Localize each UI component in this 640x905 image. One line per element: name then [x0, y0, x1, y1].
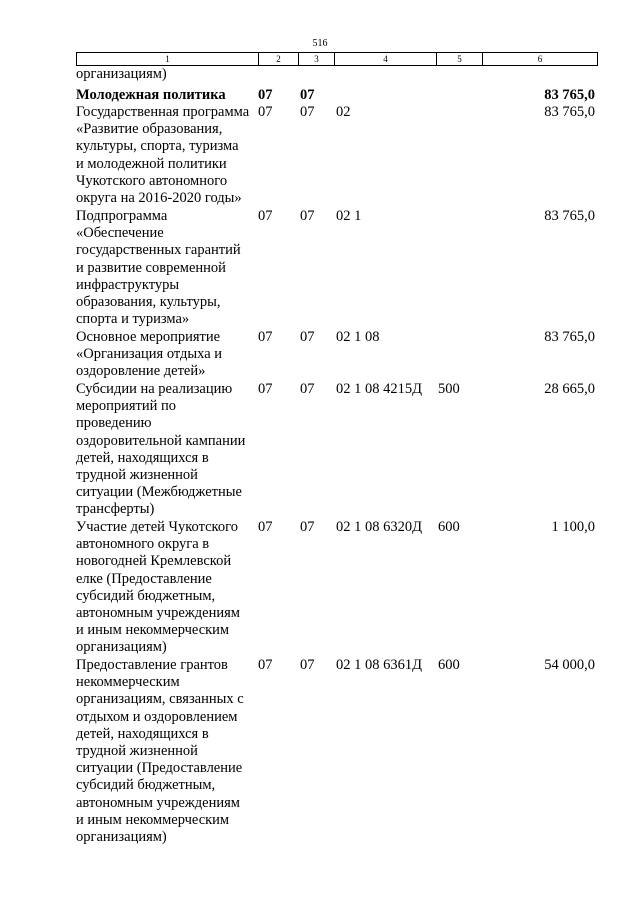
row-name: Подпрограмма «Обеспечение государственных гарантий и развитие современной инфраструктуры образования, культуры, спорта и туризма» — [76, 208, 241, 328]
section-code: 07 — [258, 87, 273, 103]
row-name: организациям) — [76, 66, 167, 82]
row-name: Государственная программа «Развитие образования, культуры, спорта, туризма и молодежной политики Чукотского автономного округа на 2016-2020 годы» — [76, 104, 250, 207]
amount: 1 100,0 — [551, 519, 595, 535]
expense-type-code: 600 — [438, 519, 460, 535]
section-code: 07 — [258, 519, 273, 535]
column-header-5: 5 — [437, 53, 483, 66]
row-name: Основное мероприятие «Организация отдыха и оздоровление детей» — [76, 329, 223, 380]
subsection-code: 07 — [300, 208, 315, 224]
column-header-table — [76, 52, 598, 66]
subsection-code: 07 — [300, 104, 315, 120]
column-header-6: 6 — [483, 53, 598, 66]
row-name: Субсидии на реализацию мероприятий по проведению оздоровительной кампании детей, находящихся в трудной жизненной ситуации (Межбюджетные трансферты) — [76, 381, 246, 518]
column-header-3: 3 — [299, 53, 335, 66]
target-article-code: 02 1 08 6361Д — [336, 657, 423, 673]
amount: 83 765,0 — [544, 208, 595, 224]
amount: 83 765,0 — [544, 87, 595, 103]
section-code: 07 — [258, 104, 273, 120]
column-header-1: 1 — [77, 53, 259, 66]
subsection-code: 07 — [300, 381, 315, 397]
target-article-code: 02 1 08 — [336, 329, 380, 345]
amount: 28 665,0 — [544, 381, 595, 397]
column-header-4: 4 — [335, 53, 437, 66]
subsection-code: 07 — [300, 87, 315, 103]
subsection-code: 07 — [300, 519, 315, 535]
target-article-code: 02 1 08 4215Д — [336, 381, 423, 397]
amount: 83 765,0 — [544, 104, 595, 120]
section-code: 07 — [258, 208, 273, 224]
column-header-2: 2 — [259, 53, 299, 66]
target-article-code: 02 1 — [336, 208, 362, 224]
section-code: 07 — [258, 657, 273, 673]
expense-type-code: 600 — [438, 657, 460, 673]
amount: 83 765,0 — [544, 329, 595, 345]
amount: 54 000,0 — [544, 657, 595, 673]
row-name: Предоставление грантов некоммерческим организациям, связанных с отдыхом и оздоровлением детей, находящихся в трудной жизненной ситуации (Предоставление субсидий бюджетным, автономным учреждениям и иным некоммерческим организациям) — [76, 657, 244, 846]
page-number: 516 — [312, 38, 328, 49]
row-name: Участие детей Чукотского автономного округа в новогодней Кремлевской елке (Предоставление субсидий бюджетным, автономным учреждениям и иным некоммерческим организациям) — [76, 519, 240, 656]
expense-type-code: 500 — [438, 381, 460, 397]
section-code: 07 — [258, 329, 273, 345]
row-name: Молодежная политика — [76, 87, 226, 103]
subsection-code: 07 — [300, 657, 315, 673]
subsection-code: 07 — [300, 329, 315, 345]
section-code: 07 — [258, 381, 273, 397]
target-article-code: 02 — [336, 104, 351, 120]
target-article-code: 02 1 08 6320Д — [336, 519, 423, 535]
